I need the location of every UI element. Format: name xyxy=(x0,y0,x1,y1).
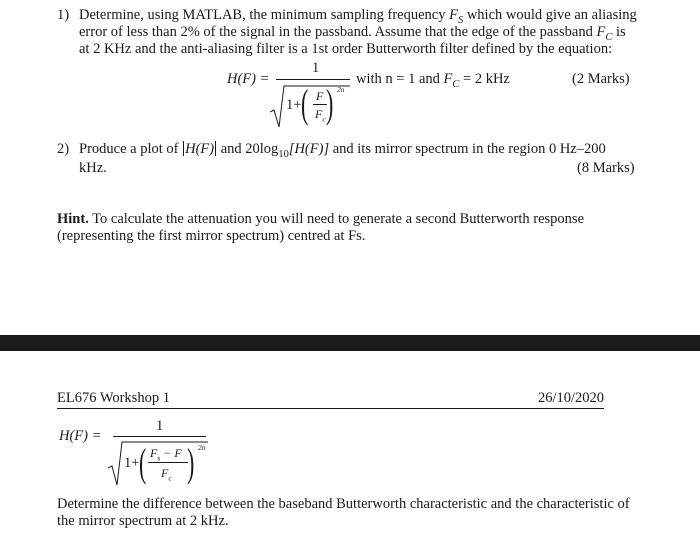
q2-marks: (8 Marks) xyxy=(577,160,635,176)
log-subscript: 10 xyxy=(278,148,289,160)
eq1-exponent: 2n xyxy=(337,85,345,94)
with-text-post: = 2 kHz xyxy=(459,71,510,87)
q1-number: 1) xyxy=(57,7,70,23)
with-fc-subscript: C xyxy=(452,78,460,90)
q1-line-2-post: is xyxy=(612,24,626,40)
q2-line-1-mid: and 20log xyxy=(217,141,279,157)
footer-course: EL676 Workshop 1 xyxy=(57,390,170,406)
eq1-F: F xyxy=(316,89,324,103)
footer-line-2: the mirror spectrum at 2 kHz. xyxy=(57,513,229,529)
q1-with-text xyxy=(356,71,510,90)
q1-line-1-pre: Determine, using MATLAB, the minimum sampling frequency xyxy=(79,7,450,23)
eq2-right-paren: ) xyxy=(186,440,195,485)
eq2-Fc-subscript: c xyxy=(168,473,172,483)
eq1-right-paren: ) xyxy=(325,81,334,126)
eq1-Fc xyxy=(315,106,326,123)
footer-rule xyxy=(57,408,604,409)
q1-line-3: at 2 KHz and the anti-aliasing filter is a 1st order Butterworth filter defined by the equation: xyxy=(79,41,613,57)
q1-line-1-post: which would give an aliasing xyxy=(463,7,637,23)
eq1-one-plus: 1+ xyxy=(286,97,302,113)
eq2-inner-fraction-line xyxy=(148,462,188,463)
abs-bar-right xyxy=(215,141,216,156)
eq2-numerator: 1 xyxy=(156,418,164,434)
footer-date: 26/10/2020 xyxy=(538,390,605,406)
abs-bar-left xyxy=(183,141,184,156)
eq2-Fs-symbol: F xyxy=(150,446,158,460)
fs-symbol: F xyxy=(449,7,458,23)
eq2-left-paren: ( xyxy=(138,440,147,485)
with-fc-symbol: F xyxy=(443,71,453,87)
eq2-Fc-symbol: F xyxy=(161,466,169,480)
q2-bracket-hf: [H(F)] xyxy=(288,141,330,157)
hint-line-1 xyxy=(57,211,584,228)
q1-line-2-pre: error of less than 2% of the signal in the passband. Assume that the edge of the passband xyxy=(79,24,597,40)
q2-line-1 xyxy=(79,141,606,160)
eq2-exponent: 2n xyxy=(198,443,206,452)
eq1-numerator: 1 xyxy=(312,60,320,76)
hint-label: Hint. xyxy=(57,211,89,227)
fc-subscript: C xyxy=(605,31,613,43)
q2-line-1-post: and its mirror spectrum in the region 0 Hz–200 xyxy=(329,141,606,157)
eq2-fraction-line xyxy=(113,436,206,437)
page-separator-band xyxy=(0,335,700,351)
q2-abs-hf: H(F) xyxy=(185,141,215,157)
eq2-Fc xyxy=(161,465,172,482)
eq1-inner-fraction-line xyxy=(313,104,327,105)
eq1-lhs: H(F) = xyxy=(227,71,270,87)
fc-symbol: F xyxy=(596,24,606,40)
eq2-minus-F: − F xyxy=(160,446,182,460)
fs-subscript: S xyxy=(457,14,464,26)
footer-line-1: Determine the difference between the baseband Butterworth characteristic and the characteristic of xyxy=(57,496,630,512)
q1-marks: (2 Marks) xyxy=(572,71,630,87)
hint-text-1: To calculate the attenuation you will need to generate a second Butterworth response xyxy=(88,211,585,227)
q2-number: 2) xyxy=(57,141,70,157)
q2-line-1-pre: Produce a plot of xyxy=(79,141,183,157)
eq2-Fs-subscript: s xyxy=(157,453,161,463)
eq2-numer xyxy=(150,445,182,462)
eq2-one-plus: 1+ xyxy=(124,455,140,471)
eq2-lhs: H(F) = xyxy=(59,428,102,444)
hint-line-2: (representing the first mirror spectrum) centred at Fs. xyxy=(57,228,366,244)
with-text-pre: with n = 1 and xyxy=(356,71,444,87)
eq1-left-paren: ( xyxy=(300,81,309,126)
eq1-fraction-line xyxy=(276,79,350,80)
eq1-Fc-subscript: c xyxy=(322,114,326,124)
eq1-Fc-symbol: F xyxy=(315,107,323,121)
q2-line-2: kHz. xyxy=(79,160,107,176)
